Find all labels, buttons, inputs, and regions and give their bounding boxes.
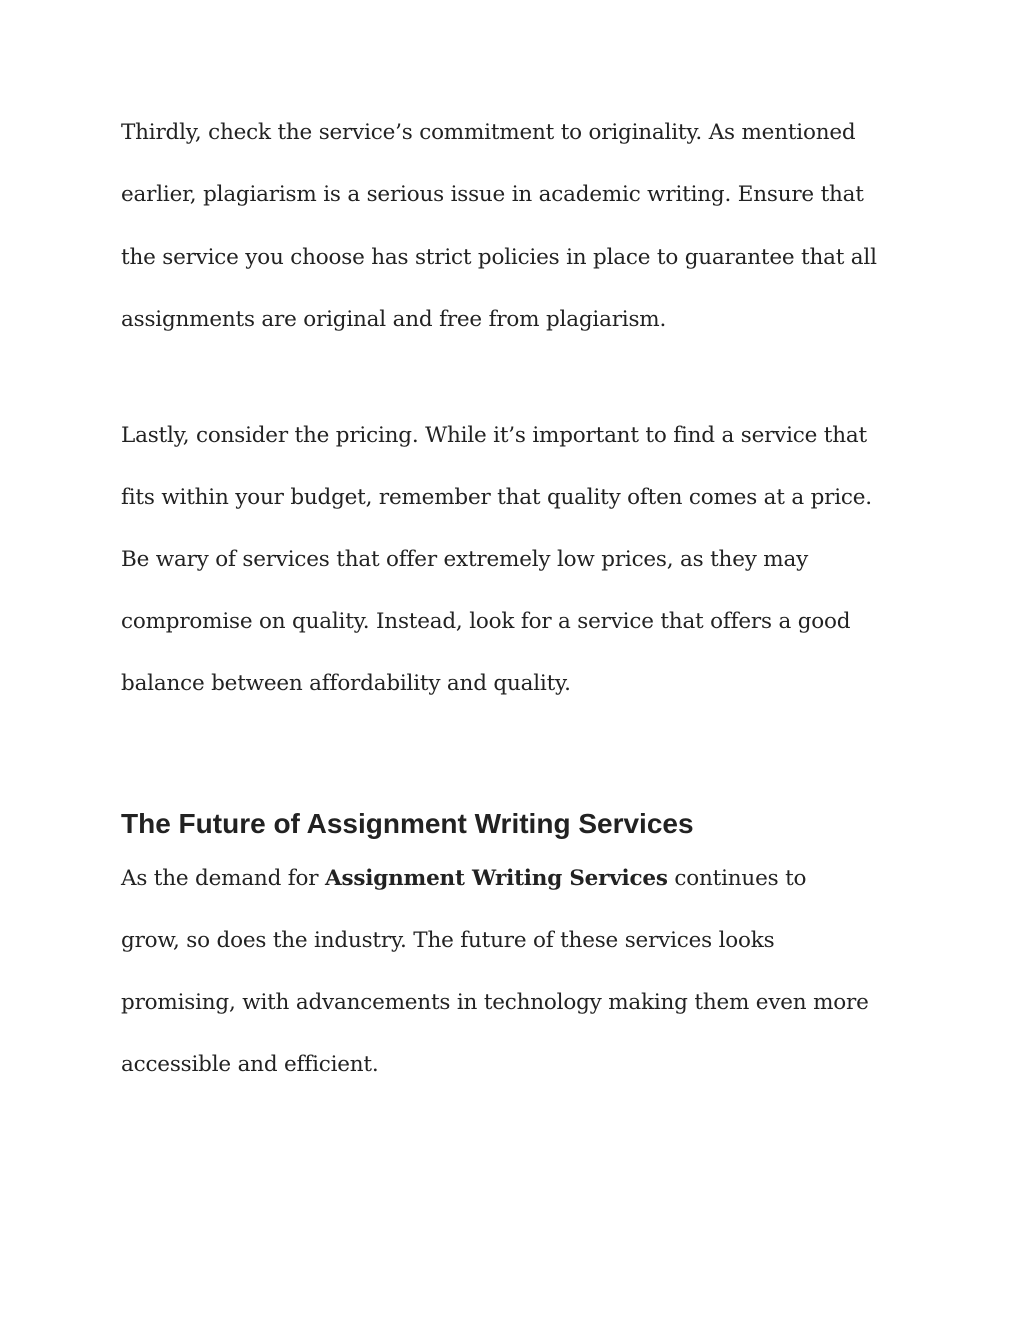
text-line: the service you choose has strict policies in place to guarantee that all [121, 245, 877, 270]
text-line: accessible and efficient. [121, 1052, 379, 1077]
text-line: grow, so does the industry. The future of these services looks [121, 928, 775, 953]
text-line: compromise on quality. Instead, look for a service that offers a good [121, 609, 851, 634]
text-line: Be wary of services that offer extremely low prices, as they may [121, 547, 809, 572]
text-line: earlier, plagiarism is a serious issue in academic writing. Ensure that [121, 182, 864, 207]
text-line: balance between affordability and quality. [121, 671, 571, 696]
text-line: Lastly, consider the pricing. While it’s important to find a service that [121, 423, 867, 448]
text-line [121, 866, 806, 891]
bold-keyword: Assignment Writing Services [325, 866, 668, 891]
section-heading: The Future of Assignment Writing Services [121, 808, 694, 839]
text-line: promising, with advancements in technology making them even more [121, 990, 869, 1015]
text-run: As the demand for [121, 866, 325, 891]
text-line: fits within your budget, remember that quality often comes at a price. [121, 485, 872, 510]
text-line: assignments are original and free from plagiarism. [121, 307, 667, 332]
text-run: continues to [667, 866, 807, 891]
text-line: Thirdly, check the service’s commitment to originality. As mentioned [121, 120, 856, 145]
